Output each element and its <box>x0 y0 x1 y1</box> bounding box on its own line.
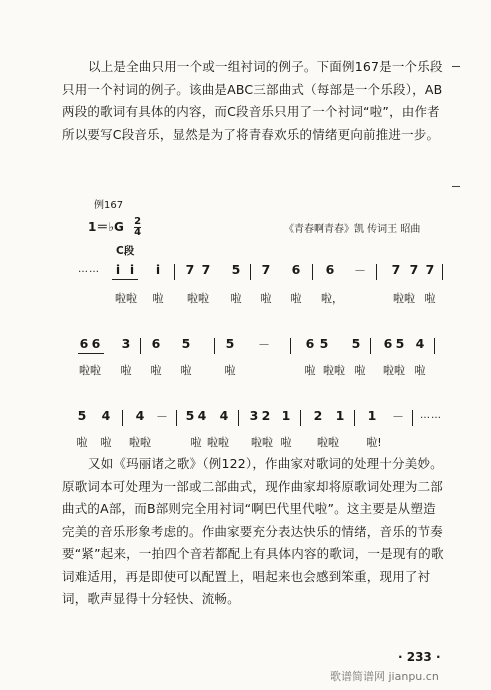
barline <box>250 264 251 280</box>
lyric: 啦啦 <box>323 364 345 377</box>
barline <box>354 410 355 426</box>
page-number: · 233 · <box>398 650 441 664</box>
lyric: 啦! <box>366 436 382 449</box>
example-label: 例167 <box>94 200 124 211</box>
note: 7 <box>391 262 401 277</box>
note: 5 <box>351 336 361 351</box>
note: 2 <box>261 408 271 423</box>
paragraph-intro <box>62 56 446 146</box>
note: 5 <box>77 408 87 423</box>
dash: － <box>155 410 169 424</box>
note: 7 <box>261 262 271 277</box>
note: 4 <box>197 408 207 423</box>
note: 7 <box>201 262 211 277</box>
barline <box>300 410 301 426</box>
barline <box>176 410 177 426</box>
barline <box>214 338 215 354</box>
lead-dots: …… <box>78 264 100 275</box>
margin-mark <box>452 66 460 67</box>
barline <box>140 338 141 354</box>
lyric: 啦 <box>230 292 242 305</box>
note: 4 <box>219 408 229 423</box>
lyric: 啦 <box>100 436 112 449</box>
note: 3 <box>249 408 259 423</box>
note: 5 <box>395 336 405 351</box>
barline <box>238 410 239 426</box>
lyric: 啦 <box>152 292 164 305</box>
lyric: 啦 <box>354 364 366 377</box>
lyric: 啦 <box>180 364 192 377</box>
barline <box>312 264 313 280</box>
paragraph-text: 又如《玛丽诸之歌》（例122），作曲家对歌词的处理十分美妙。原歌词本可处理为一部或二部曲式，现作曲家却将原歌词处理为二部曲式的A部，而B部则完全用衬词“啊巴代里代啦”。这主要是从塑造完美的音乐形象考虑的。作曲家要充分表达快乐的情绪，音乐的节奏要“紧”起来，一拍四个音若都配上有具体内容的歌词，一是现有的歌词难适用，再是即使可以配置上，唱起来也会感到笨重，现用了衬词，歌声显得十分轻快、流畅。 <box>62 456 444 606</box>
note: i <box>129 262 135 277</box>
note: 6 <box>383 336 393 351</box>
note: 7 <box>409 262 419 277</box>
lyric: 啦 <box>424 292 436 305</box>
barline <box>376 264 377 280</box>
margin-mark <box>452 186 460 187</box>
note: 5 <box>319 336 329 351</box>
note: 1 <box>281 408 291 423</box>
time-bottom: 4 <box>134 227 142 238</box>
dash: － <box>391 410 405 424</box>
lyric: 啦啦 <box>187 292 209 305</box>
lyric: 啦 <box>414 364 426 377</box>
song-credits: 《青春啊青春》凯 传词王 昭曲 <box>284 224 421 235</box>
section-label: C段 <box>116 245 135 257</box>
lyric: 啦 <box>280 436 292 449</box>
paragraph-analysis <box>62 453 446 611</box>
lyric: 啦 <box>260 292 272 305</box>
key-signature <box>88 217 141 238</box>
barline <box>442 264 443 280</box>
lyric: 啦 <box>224 364 236 377</box>
note: 1 <box>367 408 377 423</box>
lyric: 啦啦 <box>393 292 415 305</box>
paragraph-text: 以上是全曲只用一个或一组衬词的例子。下面例167是一个乐段只用一个衬词的例子。该曲是ABC三部曲式（每部是一个乐段），AB两段的歌词有具体的内容，而C段音乐只用了一个衬词“啦”，由作者所以要写C段音乐，显然是为了将青春欢乐的情绪更向前推进一步。 <box>62 59 443 142</box>
barline <box>122 410 123 426</box>
lyric: 啦 <box>76 436 88 449</box>
note: 2 <box>313 408 323 423</box>
barline <box>412 410 413 426</box>
lyric: 啦啦 <box>115 292 137 305</box>
note: 5 <box>185 408 195 423</box>
lyric: 啦 <box>120 364 132 377</box>
lyric: 啦 <box>290 292 302 305</box>
note: 6 <box>151 336 161 351</box>
time-top: 2 <box>134 216 142 227</box>
lyric: 啦啦 <box>129 436 151 449</box>
note: 6 <box>291 262 301 277</box>
barline <box>174 264 175 280</box>
note: 5 <box>225 336 235 351</box>
note: 5 <box>231 262 241 277</box>
note: i <box>155 262 161 277</box>
lyric: 啦啦 <box>251 436 273 449</box>
lyric: 啦 <box>304 364 316 377</box>
tail-dots: …… <box>420 410 442 421</box>
dash: － <box>353 264 367 278</box>
lyric: 啦啦 <box>207 436 229 449</box>
barline <box>290 338 291 354</box>
lyric: 啦 <box>150 364 162 377</box>
lyric: 啦啦 <box>383 364 405 377</box>
time-signature <box>134 217 141 238</box>
note: i <box>115 262 121 277</box>
lyric: 啦啦 <box>79 364 101 377</box>
note: 7 <box>185 262 195 277</box>
beam <box>112 279 138 280</box>
note: 6 <box>325 262 335 277</box>
lyric: 啦 <box>190 436 202 449</box>
lyric: 啦， <box>321 292 343 305</box>
watermark: 歌谱简谱网 jianpu.cn <box>330 670 439 683</box>
barline <box>370 338 371 354</box>
lyric: 啦啦 <box>317 436 339 449</box>
note: 3 <box>121 336 131 351</box>
beam <box>78 353 104 354</box>
key: 1＝♭G <box>88 220 124 234</box>
dash: － <box>257 338 271 352</box>
note: 1 <box>335 408 345 423</box>
note: 4 <box>415 336 425 351</box>
note: 4 <box>135 408 145 423</box>
barline <box>434 338 435 354</box>
note: 6 <box>79 336 89 351</box>
note: 5 <box>181 336 191 351</box>
note: 6 <box>91 336 101 351</box>
note: 7 <box>425 262 435 277</box>
note: 6 <box>305 336 315 351</box>
note: 4 <box>101 408 111 423</box>
